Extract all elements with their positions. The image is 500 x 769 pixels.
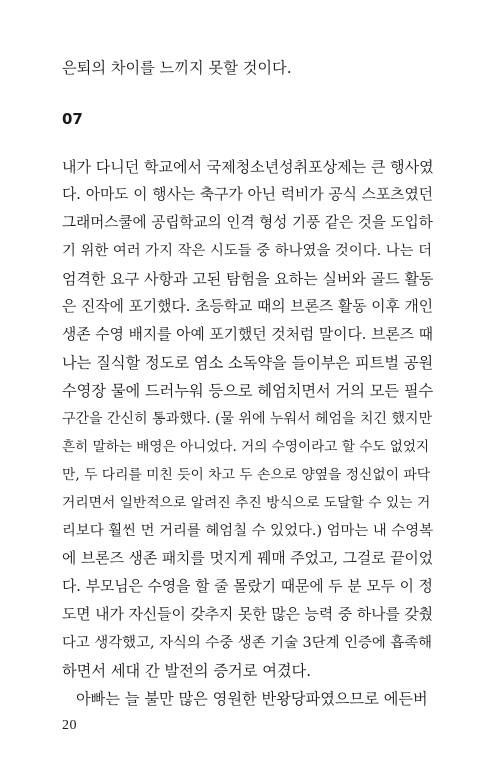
body-line: 흔히 말하는 배영은 아니었다. 거의 수영이라고 할 수도 없었지 — [62, 439, 430, 455]
body-line: 리보다 훨씬 먼 거리를 헤엄칠 수 있었다.) 엄마는 내 수영복 — [62, 523, 434, 539]
body-line: 그래머스쿨에 공립학교의 인격 형성 기풍 같은 것을 도입하 — [62, 214, 433, 231]
body-line: 은 진작에 포기했다. 초등학교 때의 브론즈 활동 이후 개인 — [62, 298, 434, 315]
intro-line: 은퇴의 차이를 느끼지 못할 것이다. — [62, 59, 292, 77]
body-line: 다고 생각했고, 자식의 수중 생존 기술 3단계 인증에 흡족해 — [62, 635, 433, 651]
body-line: 수영장 물에 드러누워 등으로 헤엄치면서 거의 모든 필수 — [62, 382, 434, 400]
body-line: 나는 질식할 정도로 염소 소독약을 들이부은 피트벌 공원 — [62, 354, 434, 372]
section-number: 07 — [62, 110, 83, 128]
body-line: 거리면서 일반적으로 알려진 추진 방식으로 도달할 수 있는 거 — [62, 495, 431, 511]
body-line: 에 브론즈 생존 패치를 멋지게 꿰매 주었고, 그걸로 끝이었 — [62, 550, 434, 567]
body-line: 엄격한 요구 사항과 고된 탐험을 요하는 실버와 골드 활동 — [62, 270, 434, 288]
body-line: 도면 내가 자신들이 갖추지 못한 많은 능력 중 하나를 갖췄 — [62, 606, 434, 623]
body-line: 만, 두 다리를 미친 듯이 차고 두 손으로 양옆을 정신없이 파닥 — [62, 467, 431, 483]
paragraph-start-line: 아빠는 늘 불만 많은 영원한 반왕당파였으므로 에든버 — [76, 690, 428, 708]
page-number: 20 — [62, 718, 77, 733]
body-line: 내가 다니던 학교에서 국제청소년성취포상제는 큰 행사였 — [62, 158, 434, 176]
body-line: 하면서 세대 간 발전의 증거로 여겼다. — [62, 662, 312, 680]
body-line: 생존 수영 배지를 아예 포기했던 것처럼 말이다. 브론즈 때 — [62, 326, 434, 343]
body-line: 기 위한 여러 가지 작은 시도들 중 하나였을 것이다. 나는 더 — [62, 243, 433, 259]
body-line: 구간을 간신히 통과했다. (물 위에 누워서 헤엄을 치긴 했지만 — [62, 411, 433, 427]
body-line: 다. 부모님은 수영을 할 줄 몰랐기 때문에 두 분 모두 이 정 — [62, 578, 433, 595]
body-line: 다. 아마도 이 행사는 축구가 아닌 럭비가 공식 스포츠였던 — [62, 186, 434, 203]
